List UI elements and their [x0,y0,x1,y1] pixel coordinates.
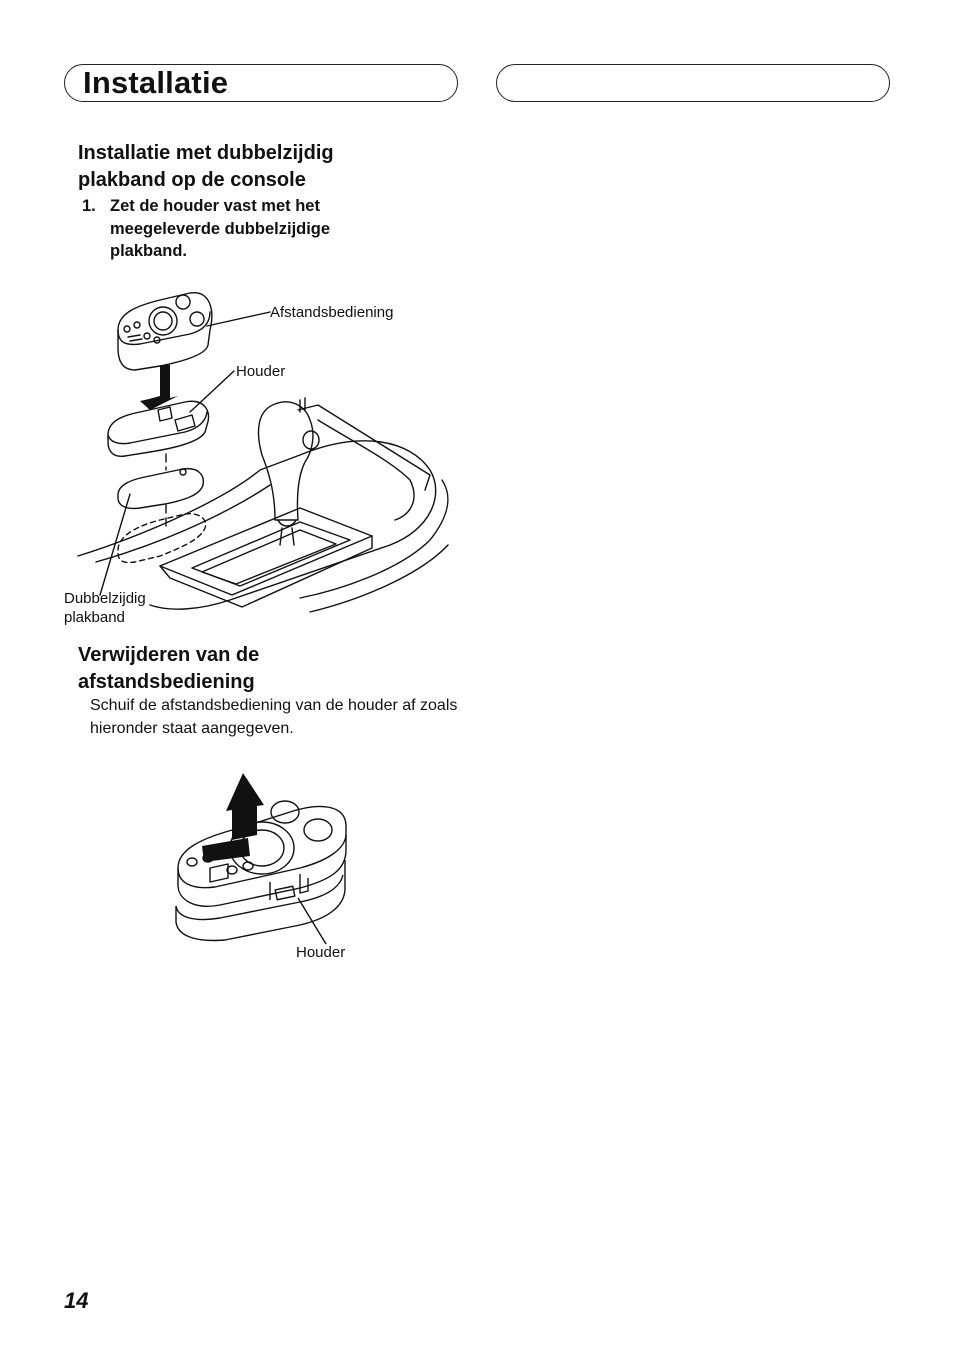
remote-top [178,806,346,906]
header-tab-right [496,64,890,102]
label-holder-removal: Houder [296,944,346,961]
page-title: Installatie [83,65,229,100]
up-arrow [226,773,264,840]
step-number: 1. [82,197,96,215]
remote-body [118,293,212,370]
header-tab-left [64,64,458,102]
step-text: Zet de houder vast met het meegeleverde dubbelzijdige plakband. [110,197,331,260]
down-arrow [140,365,178,410]
label-remote: Afstandsbediening [270,304,394,321]
section-body-remove: Schuif de afstandsbediening van de houder af zoals hieronder staat aangegeven. [90,697,458,737]
slide-arrow [202,838,250,862]
tape-pad [118,469,203,509]
shift-plate [160,508,372,595]
holder-base [176,860,345,940]
console-outline [78,441,436,609]
gear-knob [258,402,312,520]
section-heading-remove: Verwijderen van de afstandsbediening [78,644,260,693]
label-tape: Dubbelzijdig plakband [64,590,146,626]
tape-placement-dash [118,514,206,563]
label-holder: Houder [236,363,286,380]
holder-body [108,401,209,456]
page-number: 14 [64,1288,89,1313]
section-heading-install: Installatie met dubbelzijdig plakband op de console [78,142,334,191]
